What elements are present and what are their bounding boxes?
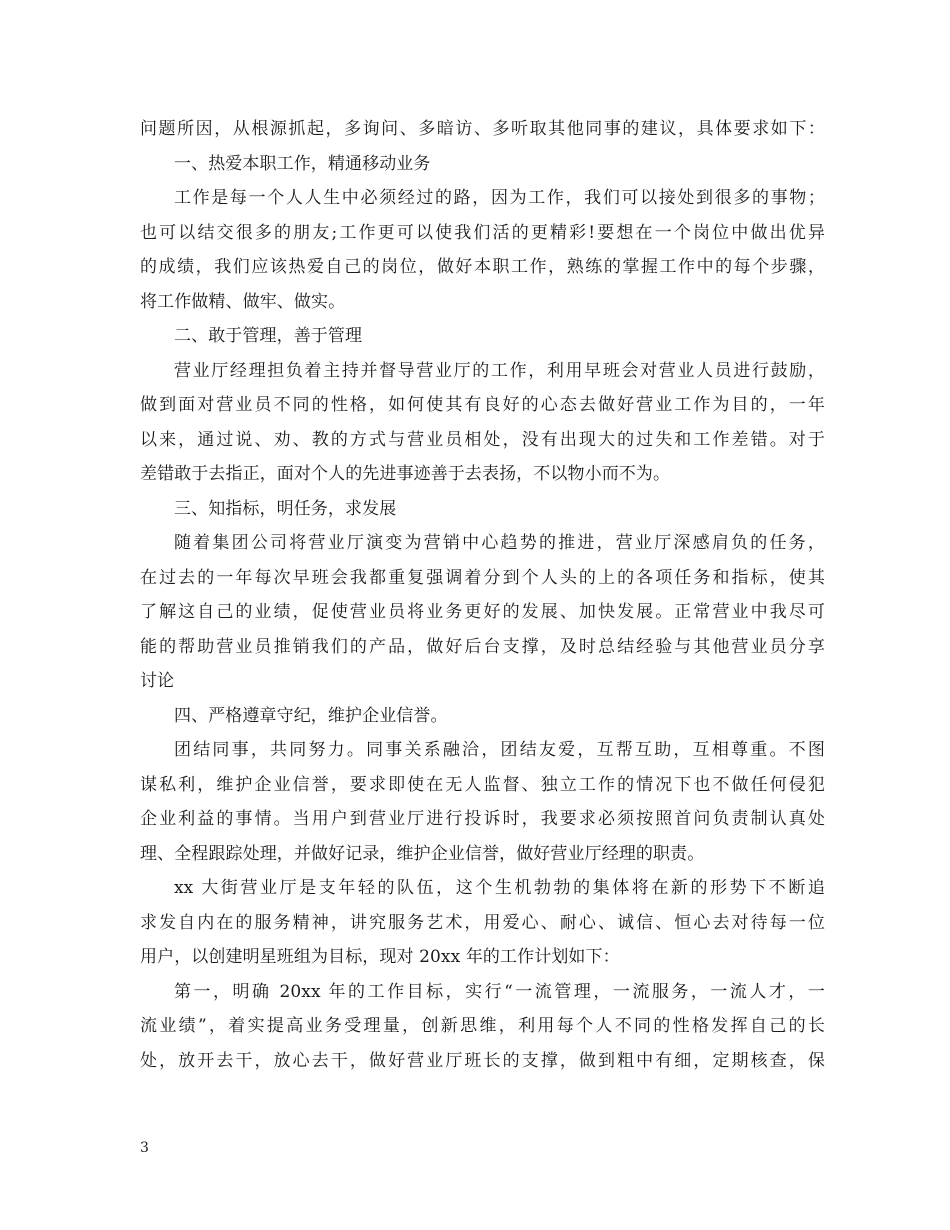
section-heading: 一、热爱本职工作，精通移动业务 (174, 153, 431, 174)
text-line: 差错敢于去指正，面对个人的先进事迹善于去表扬，不以物小而不为。 (140, 464, 671, 484)
section-heading: 四、严格遵章守纪，维护企业信誉。 (174, 705, 448, 726)
text-line: xx 大街营业厅是支年轻的队伍，这个生机勃勃的集体将在新的形势下不断追 (174, 878, 825, 898)
text-line: 求发自内在的服务精神，讲究服务艺术，用爱心、耐心、诚信、恒心去对待每一位 (140, 912, 825, 933)
text-line: 能的帮助营业员推销我们的产品，做好后台支撑，及时总结经验与其他营业员分享 (140, 636, 825, 657)
text-line: 理、全程跟踪处理，并做好记录，维护企业信誉，做好营业厅经理的职责。 (140, 843, 705, 864)
text-line: 也可以结交很多的朋友;工作更可以使我们活的更精彩!要想在一个岗位中做出优异 (140, 222, 825, 243)
text-line: 将工作做精、做牢、做实。 (140, 291, 346, 312)
text-line: 团结同事，共同努力。同事关系融洽，团结友爱，互帮互助，互相尊重。不图 (174, 740, 825, 760)
text-line: 企业利益的事情。当用户到营业厅进行投诉时，我要求必须按照首问负责制认真处 (140, 809, 825, 829)
text-line: 处，放开去干，放心去干，做好营业厅班长的支撑，做到粗中有细，定期核查，保 (140, 1050, 825, 1071)
text-line: 的成绩，我们应该热爱自己的岗位，做好本职工作，熟练的掌握工作中的每个步骤， (140, 257, 825, 277)
text-line: 在过去的一年每次早班会我都重复强调着分到个人头的上的各项任务和指标，使其 (140, 567, 825, 588)
text-line: 工作是每一个人人生中必须经过的路，因为工作，我们可以接处到很多的事物； (174, 188, 825, 208)
text-line: 讨论 (140, 671, 175, 691)
text-line: 了解这自己的业绩，促使营业员将业务更好的发展、加快发展。正常营业中我尽可 (140, 602, 825, 622)
text-line: 以来，通过说、劝、教的方式与营业员相处，没有出现大的过失和工作差错。对于 (140, 429, 825, 450)
text-line: 第一，明确 20xx 年的工作目标，实行“一流管理，一流服务，一流人才，一 (174, 981, 825, 1002)
text-line: 用户，以创建明星班组为目标，现对 20xx 年的工作计划如下： (140, 947, 620, 967)
text-line: 随着集团公司将营业厅演变为营销中心趋势的推进，营业厅深感肩负的任务， (174, 533, 825, 553)
document-body (140, 112, 825, 1078)
section-heading: 三、知指标，明任务，求发展 (174, 498, 397, 519)
text-line: 谋私利，维护企业信誉，要求即使在无人监督、独立工作的情况下也不做任何侵犯 (140, 774, 825, 795)
page-number: 3 (140, 1140, 149, 1156)
text-line: 做到面对营业员不同的性格，如何使其有良好的心态去做好营业工作为目的，一年 (140, 395, 825, 415)
text-line: 营业厅经理担负着主持并督导营业厅的工作，利用早班会对营业人员进行鼓励， (174, 360, 825, 381)
text-line: 流业绩”，着实提高业务受理量，创新思维，利用每个人不同的性格发挥自己的长 (140, 1016, 825, 1036)
text-line: 问题所因，从根源抓起，多询问、多暗访、多听取其他同事的建议，具体要求如下： (140, 119, 825, 139)
section-heading: 二、敢于管理，善于管理 (174, 326, 363, 346)
